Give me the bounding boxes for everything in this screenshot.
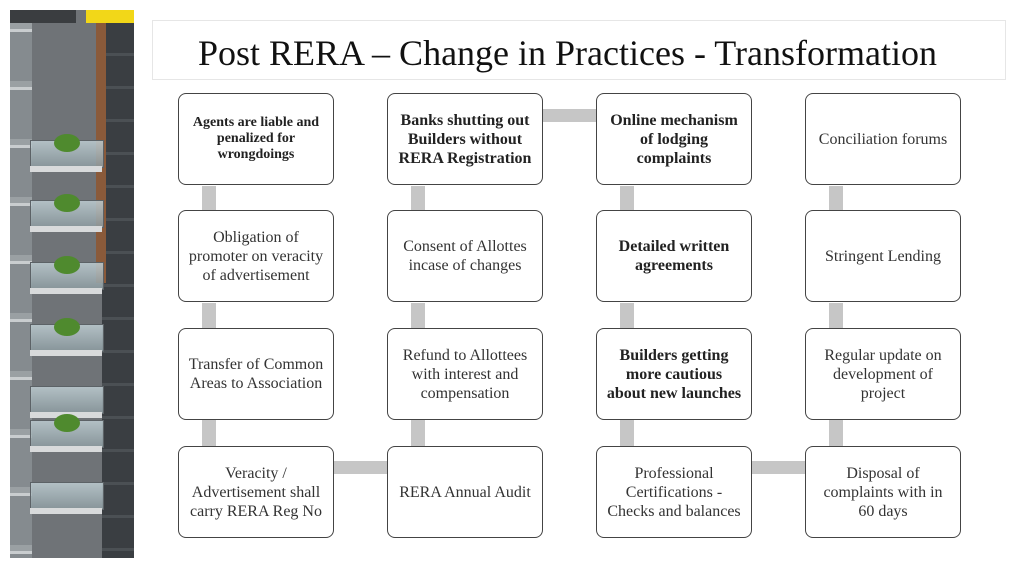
practice-text: Detailed written agreements [618,238,730,274]
practice-box [805,210,961,302]
practice-box [805,328,961,420]
connector [411,420,425,446]
practice-text: Banks shutting out Builders without RERA Registration [398,111,532,167]
building-image [10,10,134,558]
practice-box [178,328,334,420]
practice-text: Consent of Allottes incase of changes [403,238,527,274]
practice-text: RERA Annual Audit [399,483,531,501]
connector [411,303,425,328]
practice-text: Professional Certifications - Checks and balances [607,464,741,520]
connector [829,420,843,446]
connector [202,420,216,446]
practice-text: Conciliation forums [818,130,948,148]
balcony [30,482,102,522]
practice-box [596,328,752,420]
building-dark-wall [102,23,134,558]
practice-box [387,93,543,185]
practice-box [387,210,543,302]
balcony [30,200,102,240]
practice-box [805,93,961,185]
connector [752,461,805,474]
building-top-bar [10,10,76,23]
practice-box [387,446,543,538]
practice-box [178,93,334,185]
building-facade [10,23,32,558]
balcony [30,140,102,180]
practice-text: Regular update on development of project [824,346,942,402]
connector [334,461,387,474]
connector [620,186,634,210]
practice-text: Online mechanism of lodging complaints [610,111,738,167]
practice-text: Stringent Lending [825,247,941,265]
connector [202,186,216,210]
connector [411,186,425,210]
connector [543,109,596,122]
practice-box [805,446,961,538]
practice-text: Veracity / Advertisement shall carry RERA Reg No [190,464,322,520]
connector [620,420,634,446]
practice-text: Refund to Allottees with interest and compensation [402,346,528,402]
connector [620,303,634,328]
practice-text: Agents are liable and penalized for wrongdoings [192,115,320,162]
connector [829,186,843,210]
practice-box [596,446,752,538]
practice-box [387,328,543,420]
connector [829,303,843,328]
balcony [30,262,102,302]
practice-text: Transfer of Common Areas to Association [188,356,324,392]
balcony [30,324,102,364]
connector [202,303,216,328]
slide-title: Post RERA – Change in Practices - Transformation [198,33,937,73]
practice-box [596,93,752,185]
practice-box [178,446,334,538]
practice-text: Disposal of complaints with in 60 days [823,464,943,520]
balcony [30,420,102,460]
practice-box [596,210,752,302]
yellow-accent-bar [86,10,134,23]
practice-text: Builders getting more cautious about new launches [606,346,742,402]
practice-text: Obligation of promoter on veracity of advertisement [188,228,324,284]
practice-box [178,210,334,302]
